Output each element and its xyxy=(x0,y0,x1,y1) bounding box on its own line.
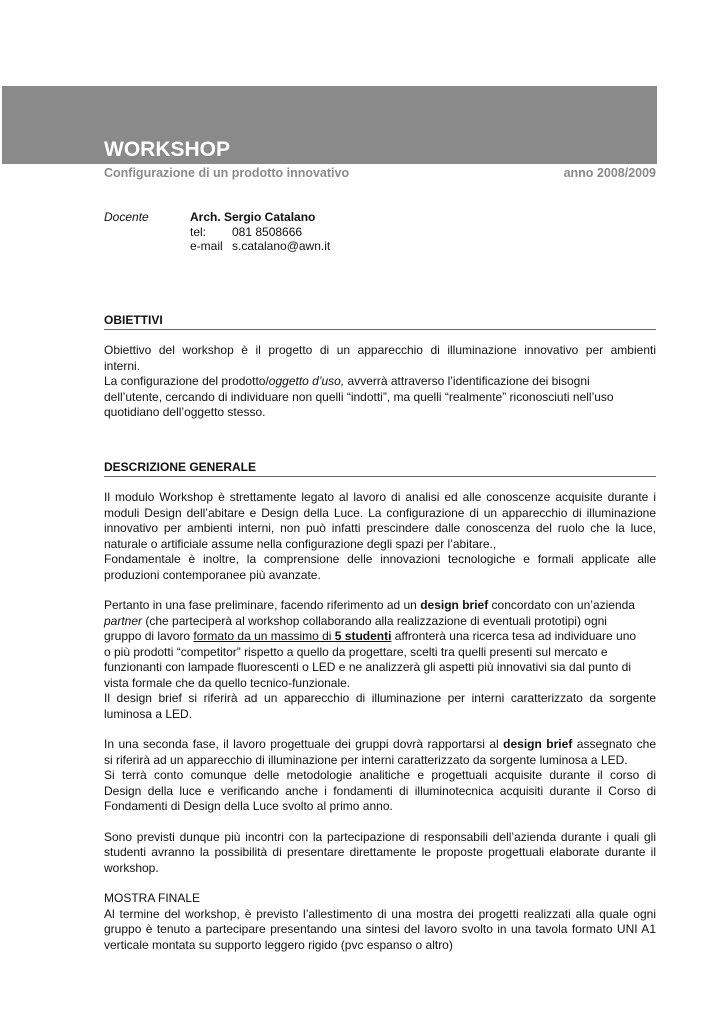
tel-value: 081 8508666 xyxy=(232,224,303,239)
text-run: La configurazione del prodotto/ xyxy=(104,374,269,388)
docente-tel xyxy=(190,225,330,240)
subtitle-row xyxy=(104,166,656,180)
paragraph-line: MOSTRA FINALE xyxy=(104,891,201,905)
paragraph-gap xyxy=(104,583,656,598)
text-run: assegnato che xyxy=(572,737,656,751)
paragraph-line: o più prodotti “competitor” rispetto a quello da progettare, scelti tra quelli presenti sul mercato e xyxy=(104,644,608,659)
paragraph-line: Il modulo Workshop è strettamente legato al lavoro di analisi ed alle conoscenze acquisite durante i xyxy=(104,490,656,504)
paragraph-line: vista formale che da quello tecnico-funzionale. xyxy=(104,675,351,690)
text-run: avverrà attraverso l’identificazione dei bisogni xyxy=(344,374,590,388)
paragraph-line: Obiettivo del workshop è il progetto di un apparecchio di illuminazione innovativo per ambienti xyxy=(104,343,656,357)
paragraph-gap xyxy=(104,815,656,830)
page-title: WORKSHOP xyxy=(104,138,230,161)
subtitle: Configurazione di un prodotto innovativo xyxy=(104,166,350,180)
docente-name: Arch. Sergio Catalano xyxy=(190,210,316,224)
paragraph-line: interni. xyxy=(104,358,141,373)
paragraph-line: Fondamenti di Design della Luce svolto al primo anno. xyxy=(104,799,393,813)
academic-year: anno 2008/2009 xyxy=(563,166,656,180)
text-run: In una seconda fase, il lavoro progettuale dei gruppi dovrà rapportarsi al xyxy=(104,737,504,751)
email-label: e-mail xyxy=(190,239,223,253)
section-title-obiettivi: OBIETTIVI xyxy=(104,313,656,330)
italic-run: partner xyxy=(104,613,143,628)
paragraph-gap xyxy=(104,876,656,891)
paragraph-line: naturale o artificiale assume nella configurazione degli spazi per l’abitare., xyxy=(104,536,497,551)
email-value: s.catalano@awn.it xyxy=(232,239,331,253)
paragraph-line: Sono previsti dunque più incontri con la partecipazione di responsabili dell’azienda durante i quali gli xyxy=(104,829,656,844)
bold-run: 5 studenti xyxy=(334,629,392,643)
docente-email xyxy=(190,239,330,254)
paragraph-line: workshop. xyxy=(104,860,159,875)
bold-run: design brief xyxy=(420,598,489,612)
header-banner xyxy=(2,86,657,164)
section-title-descrizione: DESCRIZIONE GENERALE xyxy=(104,460,656,477)
paragraph-line: studenti avranno la possibilità di presentare direttamente le proposte progettuali elaborate durante il xyxy=(104,845,656,859)
paragraph-line: Design della luce e verificando anche i fondamenti di illuminotecnica acquisiti durante il Corso di xyxy=(104,783,656,798)
text-run: Pertanto in una fase preliminare, facendo riferimento ad un xyxy=(104,598,421,612)
text-run: concordato con un’azienda xyxy=(488,598,635,612)
docente-info xyxy=(190,210,330,254)
paragraph-line: Al termine del workshop, è previsto l’allestimento di una mostra dei progetti realizzati alla quale ogni xyxy=(104,906,656,921)
paragraph-line xyxy=(104,598,656,614)
paragraph-line: dell’utente, cercando di individuare non quelli “indotti”, ma quelli “realmente” riconosciuti nell’uso xyxy=(104,389,614,404)
text-run: formato da un massimo di xyxy=(193,629,335,643)
text-run: (che parteciperà al workshop collaborando alla realizzazione di eventuali prototipi) ogni xyxy=(142,613,607,628)
text-run: gruppo di lavoro xyxy=(104,629,194,643)
paragraph-line xyxy=(104,629,656,645)
paragraph-line: luminosa a LED. xyxy=(104,706,193,721)
paragraph-line: Il design brief si riferirà ad un apparecchio di illuminazione per interni caratterizzato da sorgente xyxy=(104,691,656,705)
paragraph-line: verticale montata su supporto leggero rigido (pvc espanso o altro) xyxy=(104,937,453,952)
paragraph-line: moduli Design dell’abitare e Design della Luce. La configurazione di un apparecchio di illuminazione xyxy=(104,505,656,520)
paragraph-line: produzioni contemporanee più avanzate. xyxy=(104,567,321,582)
docente-label: Docente xyxy=(104,210,149,224)
bold-run: design brief xyxy=(503,737,573,751)
text-run: affronterà una ricerca tesa ad individuare uno xyxy=(391,629,637,643)
underlined-run xyxy=(193,629,391,643)
descrizione-body xyxy=(104,490,656,953)
paragraph-line: si riferirà ad un apparecchio di illuminazione per interni caratterizzato da sorgente luminosa a LED. xyxy=(104,752,628,767)
paragraph-line: Si terrà conto comunque delle metodologie analitiche e progettuali acquisite durante il corso di xyxy=(104,768,656,782)
tel-label: tel: xyxy=(190,224,207,239)
paragraph-line: innovativo per ambienti interni, non può infatti prescindere dalle conoscenza del ruolo che la luce, xyxy=(104,521,656,535)
paragraph-line: funzionanti con lampade fluorescenti o LED e ne analizzerà gli aspetti più innovativi sia dal punto di xyxy=(104,660,631,674)
paragraph-line xyxy=(104,737,656,753)
italic-run: oggetto d’uso, xyxy=(268,374,345,388)
paragraph-line: quotidiano dell’oggetto stesso. xyxy=(104,405,266,419)
paragraph-line: gruppo è tenuto a partecipare presentando una sintesi del lavoro svolto in una tavola formato UNI A1 xyxy=(104,922,656,936)
obiettivi-body xyxy=(104,343,656,421)
paragraph-gap xyxy=(104,722,656,737)
paragraph-line xyxy=(104,374,656,390)
paragraph-line: Fondamentale è inoltre, la comprensione delle innovazioni tecnologiche e formali applicate alle xyxy=(104,552,656,566)
paragraph-line xyxy=(104,614,656,630)
